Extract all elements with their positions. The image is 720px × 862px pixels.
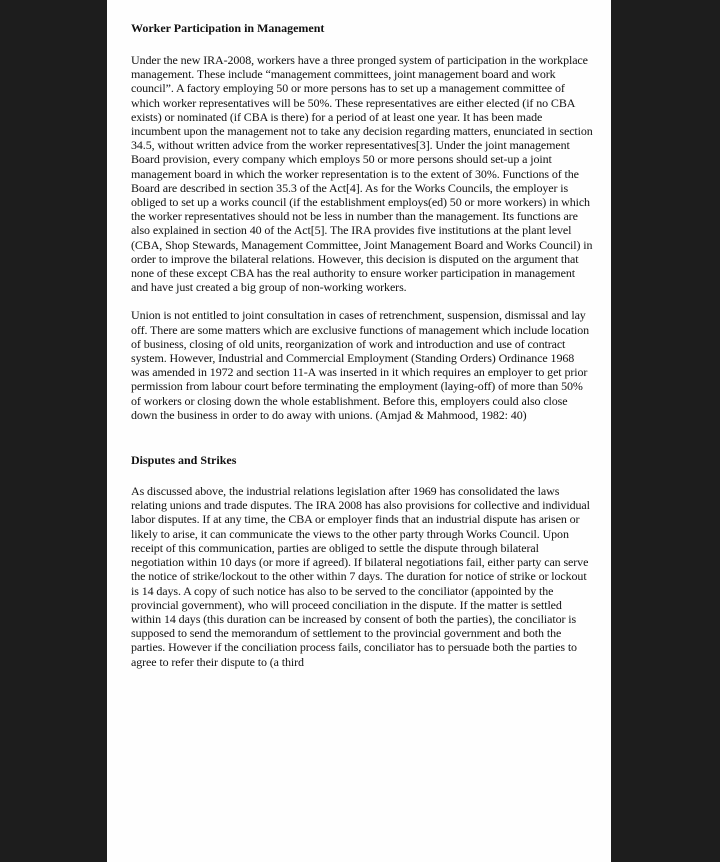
document-content: [131, 21, 593, 669]
paragraph-worker-participation-2: Union is not entitled to joint consultation in cases of retrenchment, suspension, dismissal and lay off. There are some matters which are exclusive functions of management which include location of business, closing of old units, reorganization of work and introduction and use of contract system. However, Industrial and Commercial Employment (Standing Orders) Ordinance 1968 was amended in 1972 and section 11-A was inserted in it which requires an employer to get prior permission from labour court before terminating the employment (laying-off) of more than 50% of workers or closing down the whole establishment. Before this, employers could also close down the business in order to do away with unions. (Amjad & Mahmood, 1982: 40): [131, 308, 589, 422]
section-heading-disputes-strikes: Disputes and Strikes: [131, 453, 237, 468]
paragraph-worker-participation-1: Under the new IRA-2008, workers have a three pronged system of participation in the workplace management. These include “management committees, joint management board and work council”. A factory employing 50 or more persons has to set up a management committee of which worker representatives will be 50%. These representatives are either elected (if no CBA exists) or nominated (if CBA is there) for a period of at least one year. It has been made incumbent upon the management not to take any decision regarding matters, enunciated in section 34.5, without written advice from the worker representatives[3]. Under the joint management Board provision, every company which employs 50 or more persons should set-up a joint management board in which the worker representation is to the extent of 30%. Functions of the Board are described in section 35.3 of the Act[4]. As for the Works Councils, the employer is obliged to set up a works council (if the establishment employs(ed) 50 or more workers) in which the worker representatives should not be less in number than the management. Its functions are also explained in section 40 of the Act[5]. The IRA provides five institutions at the plant level (CBA, Shop Stewards, Management Committee, Joint Management Board and Works Council) in order to improve the bilateral relations. However, this decision is disputed on the argument that none of these except CBA has the real authority to ensure worker participation in management and have just created a big group of non-working workers.: [131, 53, 593, 295]
document-page: [107, 0, 611, 862]
paragraph-disputes-strikes-1: As discussed above, the industrial relations legislation after 1969 has consolidated the laws relating unions and trade disputes. The IRA 2008 has also provisions for collective and individual labor disputes. If at any time, the CBA or employer finds that an industrial dispute has arisen or likely to arise, it can communicate the views to the other party through Works Council. Upon receipt of this communication, parties are obliged to settle the dispute through bilateral negotiation within 10 days (or more if agreed). If bilateral negotiations fail, either party can serve the notice of strike/lockout to the other within 7 days. The duration for notice of strike or lockout is 14 days. A copy of such notice has also to be served to the conciliator (appointed by the provincial government), who will proceed conciliation in the dispute. If the matter is settled within 14 days (this duration can be increased by consent of both the parties), the conciliator is supposed to send the memorandum of settlement to the provincial government and both the parties. However if the conciliation process fails, conciliator has to persuade both the parties to agree to refer their dispute to (a third: [131, 484, 590, 669]
section-heading-worker-participation: Worker Participation in Management: [131, 21, 325, 35]
